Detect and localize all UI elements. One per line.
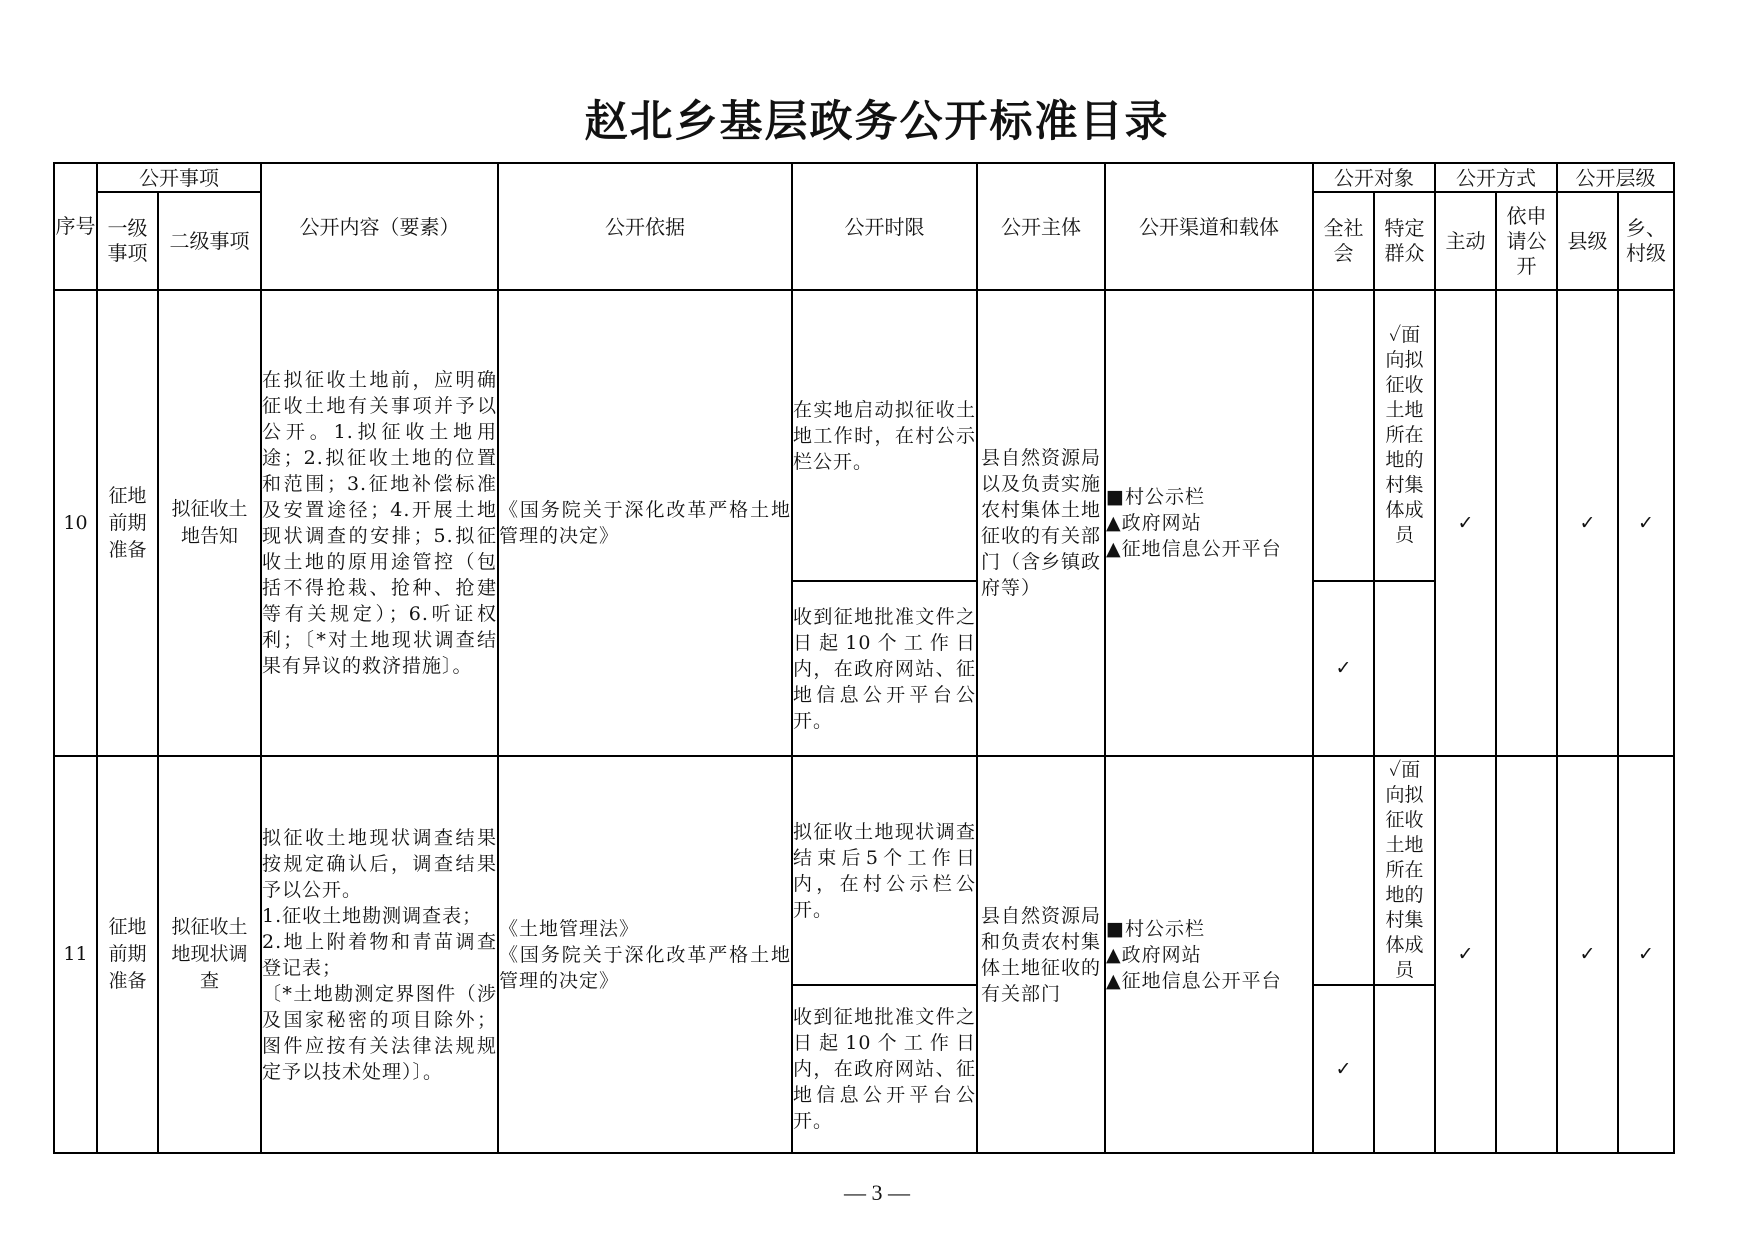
row-target-all-2: ✓ [1313, 581, 1374, 756]
row-method-request [1496, 290, 1557, 756]
header-method-request: 依申请公开 [1496, 192, 1557, 290]
header-target-all: 全社会 [1313, 192, 1374, 290]
header-level-township: 乡、村级 [1618, 192, 1674, 290]
target-specific-text: ✓面向拟征收土地所在地的村集体成员 [1385, 324, 1424, 546]
header-target-group: 公开对象 [1313, 163, 1435, 192]
row-target-all-1 [1313, 756, 1374, 985]
channel-item: ▲征地信息公开平台 [1106, 969, 1282, 992]
row-basis: 《土地管理法》 《国务院关于深化改革严格土地管理的决定》 [498, 756, 792, 1153]
channel-item: ■村公示栏 [1106, 917, 1205, 940]
row-level1: 征地前期准备 [97, 756, 158, 1153]
row-target-specific [1374, 290, 1435, 581]
header-target-specific: 特定群众 [1374, 192, 1435, 290]
row-level2: 拟征收土地现状调查 [158, 756, 261, 1153]
row-level-county: ✓ [1557, 290, 1618, 756]
header-level2: 二级事项 [158, 192, 261, 290]
row-target-specific [1374, 756, 1435, 985]
row-time-limit-1: 在实地启动拟征收土地工作时，在村公示栏公开。 [792, 290, 977, 581]
row-channels [1105, 290, 1313, 756]
row-level2: 拟征收土地告知 [158, 290, 261, 756]
row-target-specific-empty [1374, 581, 1435, 756]
row-subject: 县自然资源局和负责农村集体土地征收的有关部门 [977, 756, 1105, 1153]
channel-item: ▲征地信息公开平台 [1106, 538, 1282, 560]
document-title: 赵北乡基层政务公开标准目录 [584, 97, 1170, 147]
channel-item: ▲政府网站 [1106, 943, 1202, 966]
row-target-all-2: ✓ [1313, 985, 1374, 1153]
header-level-county: 县级 [1557, 192, 1618, 290]
row-content: 在拟征收土地前，应明确征收土地有关事项并予以公开。1.拟征收土地用途；2.拟征收土地的位置和范围；3.征地补偿标准及安置途径；4.开展土地现状调查的安排；5.拟征收土地的原用途管控（包括不得抢栽、抢种、抢建等有关规定）；6.听证权利；〔*对土地现状调查结果有异议的救济措施〕。 [261, 290, 498, 756]
header-level-group: 公开层级 [1557, 163, 1674, 192]
disclosure-catalog-table [53, 162, 1675, 1154]
row-target-all-1 [1313, 290, 1374, 581]
header-items-group: 公开事项 [97, 163, 261, 192]
row-time-limit-2: 收到征地批准文件之日起10个工作日内，在政府网站、征地信息公开平台公开。 [792, 581, 977, 756]
row-level-township: ✓ [1618, 756, 1674, 1153]
row-seq: 10 [54, 290, 97, 756]
table-row [54, 290, 1674, 581]
table-header [54, 163, 1674, 290]
row-level1: 征地前期准备 [97, 290, 158, 756]
row-target-specific-empty [1374, 985, 1435, 1153]
row-method-request [1496, 756, 1557, 1153]
row-seq: 11 [54, 756, 97, 1153]
table-row [54, 756, 1674, 985]
channel-item: ▲政府网站 [1106, 512, 1202, 534]
row-level-township: ✓ [1618, 290, 1674, 756]
target-specific-text: ✓面向拟征收土地所在地的村集体成员 [1385, 759, 1424, 981]
page-number: — 3 — [844, 1180, 910, 1205]
header-method-active: 主动 [1435, 192, 1496, 290]
header-time-limit: 公开时限 [792, 163, 977, 290]
row-subject: 县自然资源局以及负责实施农村集体土地征收的有关部门（含乡镇政府等） [977, 290, 1105, 756]
header-subject: 公开主体 [977, 163, 1105, 290]
header-content: 公开内容（要素） [261, 163, 498, 290]
row-time-limit-1: 拟征收土地现状调查结束后5个工作日内，在村公示栏公开。 [792, 756, 977, 985]
row-method-active: ✓ [1435, 756, 1496, 1153]
header-channel: 公开渠道和载体 [1105, 163, 1313, 290]
header-method-group: 公开方式 [1435, 163, 1557, 192]
row-level-county: ✓ [1557, 756, 1618, 1153]
header-basis: 公开依据 [498, 163, 792, 290]
table-body [54, 290, 1674, 1153]
channel-item: ■村公示栏 [1106, 486, 1205, 508]
row-method-active: ✓ [1435, 290, 1496, 756]
row-content: 拟征收土地现状调查结果按规定确认后，调查结果予以公开。 1.征收土地勘测调查表； 2.地上附着物和青苗调查登记表； 〔*土地勘测定界图件（涉及国家秘密的项目除外；图件应按有关法律法规规定予以技术处理）〕。 [261, 756, 498, 1153]
row-time-limit-2: 收到征地批准文件之日起10个工作日内，在政府网站、征地信息公开平台公开。 [792, 985, 977, 1153]
row-channels [1105, 756, 1313, 1153]
header-seq: 序号 [54, 163, 97, 290]
header-level1: 一级事项 [97, 192, 158, 290]
row-basis: 《国务院关于深化改革严格土地管理的决定》 [498, 290, 792, 756]
